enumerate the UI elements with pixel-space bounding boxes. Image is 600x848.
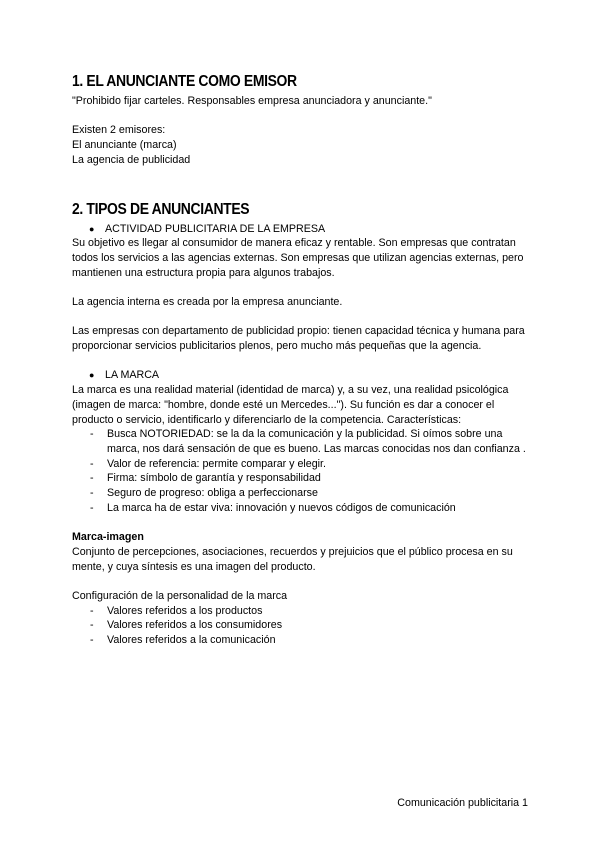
bullet-icon: ● [89,370,95,381]
page-footer: Comunicación publicitaria 1 [397,797,528,809]
section-1-quote: "Prohibido fijar carteles. Responsables empresa anunciadora y anunciante." [72,95,432,107]
caracteristicas-list [72,427,532,515]
document-page [72,70,532,648]
bullet-label: ACTIVIDAD PUBLICITARIA DE LA EMPRESA [105,222,326,235]
agencia-interna-paragraph: La agencia interna es creada por la empresa anunciante. [72,296,343,308]
departamento-paragraph: Las empresas con departamento de publicidad propio: tienen capacidad técnica y humana para proporcionar servicios publicitarios plenos, pero mucho más pequeñas que la agencia. [72,325,525,353]
bullet-la-marca [89,368,532,383]
bullet-actividad-publicitaria [89,222,532,237]
section-2-heading: 2. TIPOS DE ANUNCIANTES [72,200,250,218]
list-item: - Firma: símbolo de garantía y responsabilidad [90,472,321,485]
list-item: - Seguro de progreso: obliga a perfeccionarse [90,487,318,500]
emisores-intro: Existen 2 emisores: [72,124,166,137]
list-item: - Valor de referencia: permite comparar y elegir. [90,457,326,470]
emisor-2: La agencia de publicidad [72,153,191,166]
list-item: - Valores referidos a la comunicación [90,634,276,647]
marca-imagen-heading: Marca-imagen [72,531,144,544]
marca-paragraph: La marca es una realidad material (identidad de marca) y, a su vez, una realidad psicológica (imagen de marca: "hombre, donde esté un Mercedes..."). Su función es dar a conocer el producto o servicio, identificarlo y diferenciarlo de la competencia. Características: [72,384,509,426]
list-item: - Valores referidos a los consumidores [90,619,283,632]
bullet-label: LA MARCA [105,369,160,382]
configuracion-intro: Configuración de la personalidad de la marca [72,590,288,602]
bullet-icon: ● [89,223,95,234]
list-item: - Valores referidos a los productos [90,604,263,617]
valores-list [72,604,532,648]
emisor-1: El anunciante (marca) [72,139,177,152]
section-1-heading: 1. EL ANUNCIANTE COMO EMISOR [72,73,297,90]
list-item: - Busca NOTORIEDAD: se la da la comunicación y la publicidad. Si oímos sobre una marca, nos dará sensación de que es bueno. Las marcas conocidas nos dan confianza . [90,428,526,455]
marca-imagen-paragraph: Conjunto de percepciones, asociaciones, recuerdos y prejuicios que el público procesa en su mente, y cuya síntesis es una imagen del producto. [72,545,513,573]
actividad-paragraph: Su objetivo es llegar al consumidor de manera eficaz y rentable. Son empresas que contratan todos los servicios a las agencias externas. Son empresas que utilizan agencias externas, pero mantienen una estructura propia para algunos trabajos. [72,237,524,279]
list-item: - La marca ha de estar viva: innovación y nuevos códigos de comunicación [90,501,456,514]
